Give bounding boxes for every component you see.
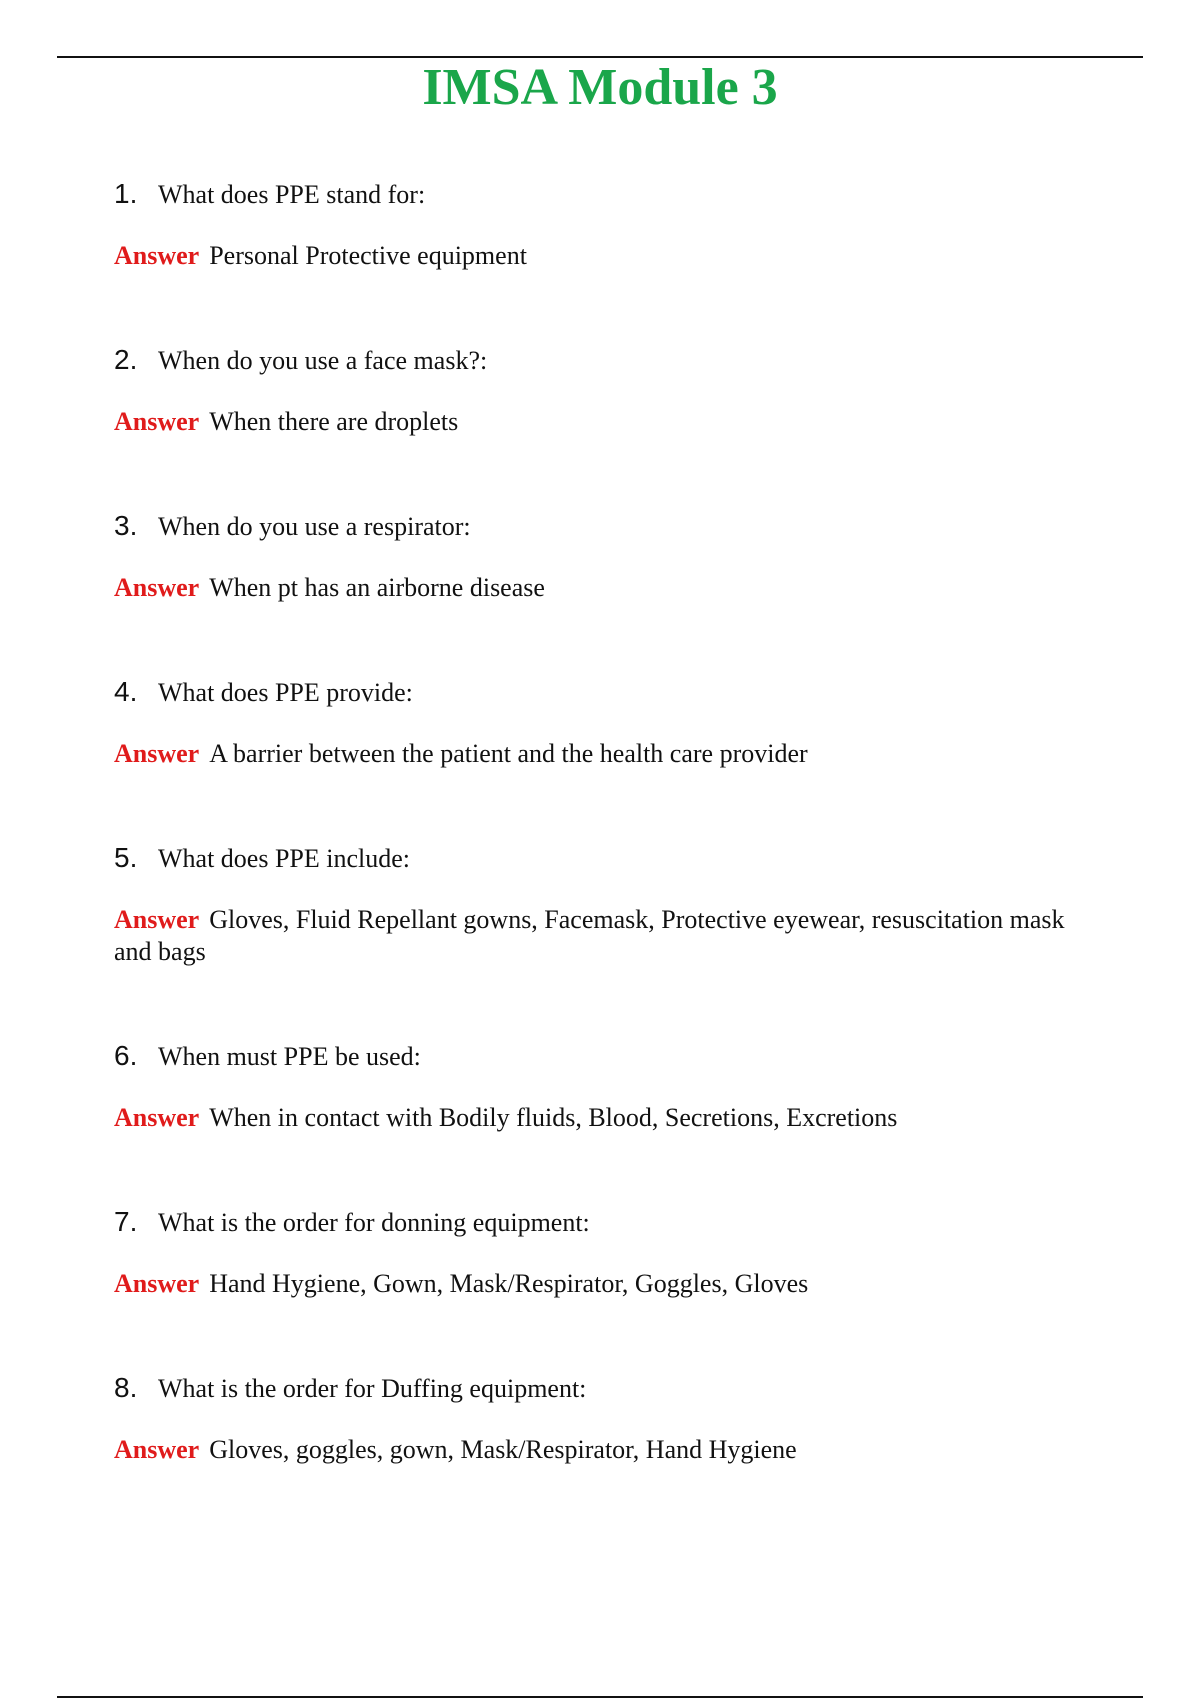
answer (114, 1434, 1094, 1466)
answer-label: Answer (114, 241, 200, 270)
answer (114, 572, 1094, 604)
question (114, 842, 1094, 874)
answer (114, 738, 1094, 770)
qa-item-2 (114, 344, 1094, 510)
answer (114, 240, 1094, 272)
answer-label: Answer (114, 573, 200, 602)
qa-item-7 (114, 1206, 1094, 1372)
question (114, 510, 1094, 542)
answer-label: Answer (114, 407, 200, 436)
answer-text: A barrier between the patient and the health care provider (209, 739, 808, 768)
answer-text: Gloves, Fluid Repellant gowns, Facemask, Protective eyewear, resuscitation mask and bags (114, 905, 1065, 966)
question-number: 6. (114, 1040, 138, 1071)
question (114, 178, 1094, 210)
answer-text: When in contact with Bodily fluids, Blood, Secretions, Excretions (209, 1103, 898, 1132)
qa-list (114, 178, 1094, 1538)
answer-label: Answer (114, 905, 200, 934)
qa-item-3 (114, 510, 1094, 676)
qa-item-8 (114, 1372, 1094, 1538)
bottom-rule (57, 1696, 1143, 1698)
question-text: When do you use a respirator: (158, 512, 471, 541)
answer-text: Hand Hygiene, Gown, Mask/Respirator, Goggles, Gloves (209, 1269, 809, 1298)
question (114, 1040, 1094, 1072)
question-text: What does PPE include: (158, 844, 411, 873)
qa-item-4 (114, 676, 1094, 842)
question-number: 2. (114, 344, 138, 375)
answer-text: When there are droplets (209, 407, 459, 436)
question-number: 1. (114, 178, 138, 209)
qa-item-6 (114, 1040, 1094, 1206)
answer-label: Answer (114, 1269, 200, 1298)
answer (114, 406, 1094, 438)
qa-item-5 (114, 842, 1094, 1040)
question (114, 1206, 1094, 1238)
question-text: When must PPE be used: (158, 1042, 421, 1071)
answer-label: Answer (114, 739, 200, 768)
question-number: 4. (114, 676, 138, 707)
answer-label: Answer (114, 1103, 200, 1132)
answer-text: When pt has an airborne disease (209, 573, 545, 602)
answer (114, 904, 1094, 968)
answer-label: Answer (114, 1435, 200, 1464)
question-text: What is the order for Duffing equipment: (158, 1374, 587, 1403)
qa-item-1 (114, 178, 1094, 344)
question-number: 8. (114, 1372, 138, 1403)
answer-text: Gloves, goggles, gown, Mask/Respirator, Hand Hygiene (209, 1435, 797, 1464)
question-number: 7. (114, 1206, 138, 1237)
question-number: 3. (114, 510, 138, 541)
answer (114, 1102, 1094, 1134)
question-text: What does PPE provide: (158, 678, 413, 707)
question (114, 344, 1094, 376)
answer-text: Personal Protective equipment (209, 241, 527, 270)
question (114, 1372, 1094, 1404)
answer (114, 1268, 1094, 1300)
question-text: What is the order for donning equipment: (158, 1208, 590, 1237)
question (114, 676, 1094, 708)
page-title: IMSA Module 3 (422, 59, 778, 116)
question-text: When do you use a face mask?: (158, 346, 488, 375)
question-text: What does PPE stand for: (158, 180, 426, 209)
question-number: 5. (114, 842, 138, 873)
